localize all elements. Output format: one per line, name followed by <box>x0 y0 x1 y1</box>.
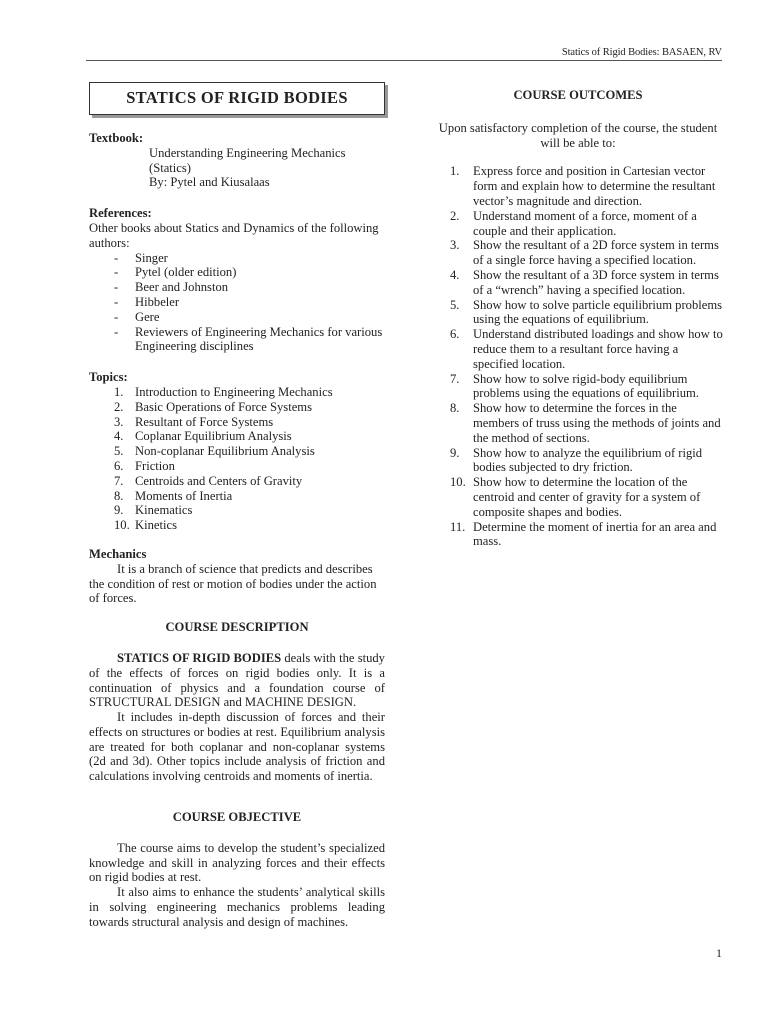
course-objective-paragraph: The course aims to develop the student’s specialized knowledge and skill in analyzing forces and their effects on rigid bodies at rest. <box>89 840 385 885</box>
list-item <box>114 280 385 295</box>
list-item <box>450 520 726 550</box>
item-number: 1. <box>114 384 124 399</box>
page-number: 1 <box>716 946 722 960</box>
outcome-text: Show how to determine the forces in the members of truss using the methods of joints and the method of sections. <box>473 401 721 445</box>
item-number: 1. <box>450 164 460 179</box>
bullet: - <box>114 309 119 324</box>
list-item <box>450 475 726 519</box>
outcome-text: Express force and position in Cartesian vector form and explain how to determine the resultant vector’s magnitude and direction. <box>473 164 716 208</box>
course-title-emphasis: STATICS OF RIGID BODIES <box>117 650 282 665</box>
course-outcomes-list <box>430 164 726 549</box>
item-number: 3. <box>450 238 460 253</box>
list-item <box>114 325 385 355</box>
item-number: 11. <box>450 519 466 534</box>
list-item <box>114 415 385 430</box>
topic-text: Basic Operations of Force Systems <box>135 399 312 414</box>
item-number: 4. <box>114 429 124 444</box>
list-item <box>450 209 726 239</box>
list-item <box>450 372 726 402</box>
textbook-line: By: Pytel and Kiusalaas <box>149 175 270 190</box>
header-rule <box>86 60 722 61</box>
topic-text: Kinematics <box>135 503 193 518</box>
item-number: 7. <box>114 473 124 488</box>
item-number: 9. <box>114 503 124 518</box>
course-objective-paragraph: It also aims to enhance the students’ analytical skills in solving engineering mechanics problems leading towards structural analysis and design of machines. <box>89 885 385 929</box>
reference-text: Pytel (older edition) <box>135 265 237 280</box>
list-item <box>114 295 385 310</box>
running-header: Statics of Rigid Bodies: BASAEN, RV <box>561 47 722 58</box>
topics-list <box>89 385 385 533</box>
document-title: STATICS OF RIGID BODIES <box>89 82 385 115</box>
item-number: 9. <box>450 445 460 460</box>
list-item <box>450 164 726 208</box>
course-objective-heading: COURSE OBJECTIVE <box>172 810 302 825</box>
item-number: 7. <box>450 371 460 386</box>
item-number: 6. <box>114 458 124 473</box>
topic-text: Moments of Inertia <box>135 488 233 503</box>
textbook-label: Textbook: <box>89 131 144 145</box>
reference-text: Reviewers of Engineering Mechanics for various Engineering disciplines <box>135 324 383 354</box>
list-item <box>114 459 385 474</box>
reference-text: Beer and Johnston <box>135 280 229 295</box>
left-column <box>89 82 385 930</box>
item-number: 4. <box>450 267 460 282</box>
item-number: 10. <box>114 518 130 533</box>
list-item <box>450 401 726 445</box>
reference-text: Singer <box>135 250 168 265</box>
course-outcomes-intro: Upon satisfactory completion of the course, the student will be able to: <box>438 120 718 150</box>
list-item <box>114 385 385 400</box>
mechanics-text: It is a branch of science that predicts and describes the condition of rest or motion of bodies under the action of forces. <box>89 561 377 606</box>
bullet: - <box>114 324 119 339</box>
list-item <box>114 474 385 489</box>
outcome-text: Show how to solve rigid-body equilibrium problems using the equations of equilibrium. <box>473 371 699 401</box>
course-description-heading: COURSE DESCRIPTION <box>165 620 309 635</box>
item-number: 8. <box>450 401 460 416</box>
textbook-line: Understanding Engineering Mechanics (Statics) <box>149 145 346 175</box>
outcome-text: Show how to analyze the equilibrium of rigid bodies subjected to dry friction. <box>473 445 703 475</box>
outcome-text: Show the resultant of a 2D force system in terms of a single force having a specified location. <box>473 238 719 268</box>
topic-text: Centroids and Centers of Gravity <box>135 473 303 488</box>
list-item <box>114 518 385 533</box>
references-intro: Other books about Statics and Dynamics of the following authors: <box>89 220 379 250</box>
references-list <box>89 251 385 355</box>
reference-text: Gere <box>135 309 160 324</box>
list-item <box>114 489 385 504</box>
list-item <box>450 446 726 476</box>
item-number: 5. <box>114 444 124 459</box>
outcome-text: Show the resultant of a 3D force system in terms of a “wrench” having a specified location. <box>473 267 719 297</box>
item-number: 3. <box>114 414 124 429</box>
item-number: 6. <box>450 327 460 342</box>
bullet: - <box>114 280 119 295</box>
mechanics-section <box>89 547 385 606</box>
topics-section <box>89 370 385 533</box>
topic-text: Friction <box>135 458 175 473</box>
course-description-paragraph: It includes in-depth discussion of forces and their effects on structures or bodies at rest. Equilibrium analysis are treated for both coplanar and non-coplanar systems (2d and 3d). Other topics include analysis of friction and calculations involving centroids and moments of inertia. <box>89 710 385 784</box>
topic-text: Resultant of Force Systems <box>135 414 274 429</box>
references-label: References: <box>89 206 152 221</box>
bullet: - <box>114 294 119 309</box>
topic-text: Non-coplanar Equilibrium Analysis <box>135 444 315 459</box>
course-outcomes-heading: COURSE OUTCOMES <box>513 88 643 102</box>
references-section <box>89 206 385 354</box>
outcome-text: Show how to solve particle equilibrium problems using the equations of equilibrium. <box>473 297 723 327</box>
item-number: 10. <box>450 475 466 490</box>
list-item <box>114 251 385 266</box>
list-item <box>114 444 385 459</box>
outcome-text: Show how to determine the location of the centroid and center of gravity for a system of composite shapes and bodies. <box>473 475 701 519</box>
list-item <box>114 265 385 280</box>
item-number: 2. <box>450 208 460 223</box>
textbook-section <box>89 131 385 190</box>
list-item <box>114 310 385 325</box>
list-item <box>450 298 726 328</box>
outcome-text: Understand moment of a force, moment of a couple and their application. <box>473 208 697 238</box>
bullet: - <box>114 265 119 280</box>
course-description-paragraph <box>89 651 385 710</box>
right-column <box>430 88 726 549</box>
list-item <box>114 429 385 444</box>
item-number: 5. <box>450 297 460 312</box>
list-item <box>450 268 726 298</box>
topic-text: Coplanar Equilibrium Analysis <box>135 429 292 444</box>
outcome-text: Determine the moment of inertia for an area and mass. <box>473 519 717 549</box>
item-number: 2. <box>114 399 124 414</box>
topic-text: Kinetics <box>135 518 177 533</box>
outcome-text: Understand distributed loadings and show how to reduce them to a resultant force having a specified location. <box>473 327 723 371</box>
topic-text: Introduction to Engineering Mechanics <box>135 384 333 399</box>
reference-text: Hibbeler <box>135 294 180 309</box>
list-item <box>114 400 385 415</box>
bullet: - <box>114 250 119 265</box>
item-number: 8. <box>114 488 124 503</box>
list-item <box>450 327 726 371</box>
topics-label: Topics: <box>89 370 128 385</box>
list-item <box>114 503 385 518</box>
list-item <box>450 238 726 268</box>
mechanics-label: Mechanics <box>89 546 147 561</box>
course-description-text: deals with the study of the effects of forces on rigid bodies only. It is a continuation of physics and a foundation course of STRUCTURAL DESIGN and MACHINE DESIGN. <box>89 650 385 710</box>
